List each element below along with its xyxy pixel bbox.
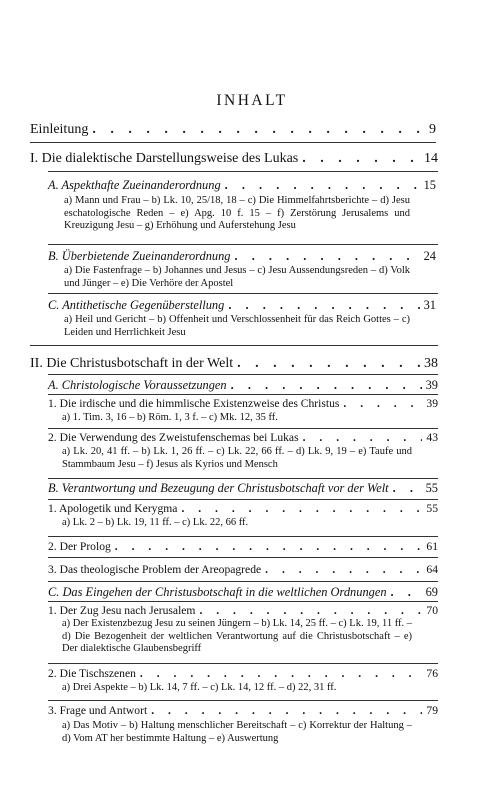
divider	[48, 663, 438, 664]
toc-page-number: 79	[426, 704, 438, 717]
toc-label: Einleitung	[30, 122, 89, 137]
dot-leader	[391, 585, 422, 600]
dot-leader	[231, 378, 422, 393]
toc-entry-2a-1	[48, 397, 438, 410]
toc-entry-2b-1	[48, 502, 438, 515]
toc-detail-2c-3: a) Das Motiv – b) Haltung menschlicher Bereitschaft – c) Korrektur der Haltung – d) Vom AT her bestimmte Haltung – e) Auswertung	[62, 720, 412, 744]
toc-entry-einleitung	[30, 122, 436, 138]
toc-page-number: 9	[429, 122, 436, 137]
toc-entry-1a	[48, 178, 436, 193]
divider	[48, 557, 438, 558]
dot-leader	[140, 667, 422, 680]
toc-page-number: 24	[423, 249, 436, 263]
toc-page-number: 55	[426, 502, 438, 515]
toc-label: 1. Apologetik und Kerygma	[48, 502, 178, 515]
toc-entry-1b	[48, 249, 436, 264]
divider	[48, 374, 438, 375]
toc-label: I. Die dialektische Darstellungsweise des Lukas	[30, 151, 299, 166]
divider	[48, 700, 438, 701]
dot-leader	[225, 178, 420, 193]
dot-leader	[151, 704, 422, 717]
toc-label: 3. Frage und Antwort	[48, 704, 148, 717]
toc-page-number: 64	[426, 563, 438, 576]
toc-entry-2c-3	[48, 704, 438, 717]
toc-entry-2c-2	[48, 667, 438, 680]
toc-detail-2a-2: a) Lk. 20, 41 ff. – b) Lk. 1, 26 ff. – c) Lk. 22, 66 ff. – d) Lk. 9, 19 – e) Taufe und Stammbaum Jesu – f) Jesus als Kyrios und Mensch	[62, 446, 412, 470]
toc-detail-2c-1: a) Der Existenzbezug Jesu zu seinen Jüngern – b) Lk. 14, 25 ff. – c) Lk. 19, 11 ff. – d) Die Bezogenheit der weltlichen Verantwortung auf die Christusbotschaft – e) Der dialektische Glaubensbegriff	[62, 618, 413, 655]
toc-label: 1. Der Zug Jesu nach Jerusalem	[48, 604, 196, 617]
divider	[48, 536, 438, 537]
toc-label: 1. Die irdische und die himmlische Existenzweise des Christus	[48, 397, 340, 410]
toc-label: 3. Das theologische Problem der Areopagrede	[48, 563, 262, 576]
toc-page-number: 39	[426, 397, 438, 410]
dot-leader	[115, 540, 423, 553]
dot-leader	[235, 249, 420, 264]
toc-label: A. Christologische Voraussetzungen	[48, 378, 227, 392]
toc-entry-part-1	[30, 151, 438, 167]
dot-leader	[228, 298, 419, 313]
toc-page-number: 55	[425, 481, 438, 495]
divider	[48, 244, 438, 245]
dot-leader	[393, 481, 422, 496]
divider	[48, 581, 438, 582]
toc-page-number: 43	[426, 431, 438, 444]
toc-entry-2c-1	[48, 604, 438, 617]
toc-entry-2b-2	[48, 540, 438, 553]
toc-page-number: 38	[424, 356, 438, 371]
dot-leader	[303, 431, 423, 444]
toc-page-number: 14	[424, 151, 438, 166]
toc-entry-1c	[48, 298, 436, 313]
toc-page-number: 31	[423, 298, 436, 312]
dot-leader	[181, 502, 422, 515]
divider	[48, 394, 438, 395]
toc-label: B. Überbietende Zueinanderordnung	[48, 249, 231, 263]
divider	[48, 478, 438, 479]
toc-entry-2a	[48, 378, 438, 393]
dot-leader	[199, 604, 422, 617]
toc-label: C. Antithetische Gegenüberstellung	[48, 298, 225, 312]
toc-page-number: 69	[425, 585, 438, 599]
divider	[30, 142, 436, 143]
toc-label: 2. Die Tischszenen	[48, 667, 136, 680]
toc-detail-2a-1: a) 1. Tim. 3, 16 – b) Röm. 1, 3 f. – c) Mk. 12, 35 ff.	[62, 412, 278, 423]
toc-page-number: 70	[426, 604, 438, 617]
toc-detail-1a: a) Mann und Frau – b) Lk. 10, 25/18, 18 – c) Die Himmelfahrtsberichte – d) Jesu eschatologische Reden – e) Apg. 10 f. 15 – f) Zerstörung Jerusalems und Kreuzigung Jesu – g) Erhöhung und Auferstehung Jesu	[64, 195, 410, 232]
dot-leader	[302, 151, 420, 167]
toc-label: 2. Der Prolog	[48, 540, 111, 553]
toc-label: A. Aspekthafte Zueinanderordnung	[48, 178, 221, 192]
page-title: INHALT	[216, 92, 288, 109]
toc-label: C. Das Eingehen der Christusbotschaft in die weltlichen Ordnungen	[48, 585, 387, 599]
dot-leader	[265, 563, 422, 576]
toc-label: B. Verantwortung und Bezeugung der Christusbotschaft vor der Welt	[48, 481, 389, 495]
toc-entry-2c	[48, 585, 438, 600]
divider	[48, 601, 438, 602]
toc-page-number: 61	[426, 540, 438, 553]
divider	[30, 345, 438, 346]
toc-detail-2c-2: a) Drei Aspekte – b) Lk. 14, 7 ff. – c) Lk. 14, 12 ff. – d) 22, 31 ff.	[62, 682, 337, 693]
toc-entry-2a-2	[48, 431, 438, 444]
toc-detail-2b-1: a) Lk. 2 – b) Lk. 19, 11 ff. – c) Lk. 22, 66 ff.	[62, 517, 249, 528]
divider	[48, 293, 438, 294]
dot-leader	[92, 122, 425, 138]
dot-leader	[343, 397, 422, 410]
toc-detail-1c: a) Heil und Gericht – b) Offenheit und Verschlossenheit für das Reich Gottes – c) Leiden und Herrlichkeit Jesu	[64, 314, 410, 338]
dot-leader	[237, 356, 420, 372]
divider	[48, 428, 438, 429]
toc-page-number: 76	[426, 667, 438, 680]
toc-label: II. Die Christusbotschaft in der Welt	[30, 356, 234, 371]
toc-label: 2. Die Verwendung des Zweistufenschemas bei Lukas	[48, 431, 299, 444]
toc-entry-part-2	[30, 356, 438, 372]
toc-page-number: 15	[423, 178, 436, 192]
divider	[48, 499, 438, 500]
toc-entry-2b-3	[48, 563, 438, 576]
toc-page-number: 39	[425, 378, 438, 392]
divider	[48, 171, 438, 172]
toc-entry-2b	[48, 481, 438, 496]
toc-detail-1b: a) Die Fastenfrage – b) Johannes und Jesus – c) Jesu Aussendungsreden – d) Volk und Jünger – e) Die Verhöre der Apostel	[64, 265, 410, 289]
